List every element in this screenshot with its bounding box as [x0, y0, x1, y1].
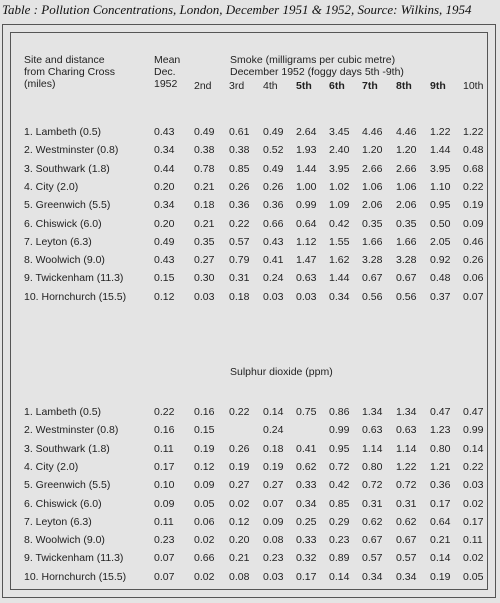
table-row — [11, 551, 489, 566]
value-cell: 0.12 — [194, 460, 215, 473]
value-cell: 0.21 — [194, 217, 215, 230]
value-cell: 0.52 — [263, 144, 284, 157]
value-cell: 0.07 — [154, 570, 175, 583]
value-cell: 0.15 — [194, 424, 215, 437]
value-cell: 0.26 — [263, 180, 284, 193]
value-cell: 0.16 — [194, 406, 215, 418]
site-cell: 7. Leyton (6.3) — [24, 235, 92, 248]
value-cell: 0.50 — [430, 217, 451, 230]
value-cell: 0.22 — [154, 406, 175, 418]
value-cell: 0.05 — [194, 497, 215, 510]
value-cell: 0.03 — [263, 570, 284, 583]
site-cell: 5. Greenwich (5.5) — [24, 479, 111, 492]
day-header: 2nd — [194, 80, 212, 92]
value-cell: 0.29 — [329, 515, 350, 528]
value-cell: 0.78 — [194, 162, 215, 175]
mean-header-line1: Mean — [154, 54, 181, 66]
value-cell: 0.33 — [296, 479, 317, 492]
value-cell: 0.85 — [329, 497, 350, 510]
value-cell: 0.10 — [154, 479, 175, 492]
value-cell: 2.40 — [329, 144, 350, 157]
value-cell: 0.67 — [396, 534, 417, 547]
site-cell: 8. Woolwich (9.0) — [24, 534, 105, 547]
value-cell: 0.72 — [396, 479, 417, 492]
value-cell: 0.35 — [396, 217, 417, 230]
site-cell: 3. Southwark (1.8) — [24, 162, 110, 175]
value-cell: 0.23 — [329, 534, 350, 547]
value-cell: 0.02 — [229, 497, 250, 510]
value-cell: 0.56 — [362, 290, 383, 303]
value-cell: 0.17 — [154, 460, 175, 473]
value-cell: 2.66 — [396, 162, 417, 175]
site-cell: 1. Lambeth (0.5) — [24, 126, 102, 138]
value-cell: 0.31 — [396, 497, 417, 510]
day-header: 6th — [329, 80, 345, 92]
table-row — [11, 460, 489, 475]
value-cell: 1.20 — [362, 144, 383, 157]
value-cell: 0.75 — [296, 406, 317, 418]
value-cell: 1.14 — [396, 442, 417, 455]
value-cell: 0.35 — [362, 217, 383, 230]
table-row — [11, 442, 489, 457]
value-cell: 0.20 — [154, 180, 175, 193]
value-cell: 1.21 — [430, 460, 451, 473]
table-row — [11, 290, 489, 305]
value-cell: 1.93 — [296, 144, 317, 157]
day-header: 4th — [263, 80, 278, 92]
value-cell: 0.30 — [194, 272, 215, 285]
value-cell: 0.95 — [329, 442, 350, 455]
site-cell: 3. Southwark (1.8) — [24, 442, 110, 455]
value-cell: 1.62 — [329, 254, 350, 267]
table-row — [11, 198, 489, 213]
value-cell: 2.66 — [362, 162, 383, 175]
value-cell: 0.34 — [296, 497, 317, 510]
value-cell: 0.02 — [463, 552, 484, 565]
value-cell: 0.34 — [396, 570, 417, 583]
table-row — [11, 478, 489, 493]
value-cell: 0.43 — [154, 254, 175, 267]
site-header-line3: (miles) — [24, 78, 56, 90]
value-cell: 0.72 — [329, 460, 350, 473]
sulphur-heading: Sulphur dioxide (ppm) — [230, 366, 333, 378]
mean-header-line2: Dec. — [154, 66, 176, 78]
value-cell: 0.36 — [430, 479, 451, 492]
value-cell: 0.27 — [194, 254, 215, 267]
value-cell: 1.20 — [396, 144, 417, 157]
day-header: 5th — [296, 80, 312, 92]
table-row — [11, 515, 489, 530]
value-cell: 0.99 — [463, 424, 484, 437]
site-cell: 4. City (2.0) — [24, 460, 79, 473]
value-cell: 1.44 — [329, 272, 350, 285]
value-cell: 0.21 — [229, 552, 250, 565]
value-cell: 0.80 — [362, 460, 383, 473]
site-cell: 6. Chiswick (6.0) — [24, 497, 102, 510]
value-cell: 0.12 — [154, 290, 175, 303]
value-cell: 0.25 — [296, 515, 317, 528]
value-cell: 0.07 — [463, 290, 484, 303]
value-cell: 0.21 — [430, 534, 451, 547]
value-cell: 0.27 — [229, 479, 250, 492]
value-cell: 0.22 — [463, 180, 484, 193]
value-cell: 0.62 — [296, 460, 317, 473]
value-cell: 1.12 — [296, 235, 317, 248]
site-cell: 7. Leyton (6.3) — [24, 515, 92, 528]
value-cell: 0.42 — [329, 217, 350, 230]
value-cell: 0.56 — [396, 290, 417, 303]
value-cell: 0.85 — [229, 162, 250, 175]
value-cell: 0.02 — [194, 534, 215, 547]
value-cell: 0.23 — [263, 552, 284, 565]
value-cell: 0.26 — [229, 180, 250, 193]
value-cell: 0.07 — [263, 497, 284, 510]
value-cell: 0.18 — [263, 442, 284, 455]
table-row — [11, 533, 489, 548]
day-header: 9th — [430, 80, 446, 92]
value-cell: 3.95 — [329, 162, 350, 175]
value-cell: 0.03 — [463, 479, 484, 492]
value-cell: 1.22 — [463, 126, 484, 138]
value-cell: 0.24 — [263, 424, 284, 437]
table-row — [11, 217, 489, 232]
value-cell: 0.66 — [263, 217, 284, 230]
site-cell: 1. Lambeth (0.5) — [24, 406, 102, 418]
value-cell: 0.44 — [154, 162, 175, 175]
value-cell: 0.09 — [463, 217, 484, 230]
value-cell: 0.63 — [362, 424, 383, 437]
table-row — [11, 570, 489, 585]
value-cell: 0.35 — [194, 235, 215, 248]
table-row — [11, 125, 489, 140]
value-cell: 0.24 — [263, 272, 284, 285]
value-cell: 0.03 — [263, 290, 284, 303]
value-cell: 0.02 — [463, 497, 484, 510]
value-cell: 0.63 — [296, 272, 317, 285]
value-cell: 0.43 — [154, 126, 175, 138]
value-cell: 0.19 — [229, 460, 250, 473]
value-cell: 1.44 — [296, 162, 317, 175]
value-cell: 0.03 — [296, 290, 317, 303]
value-cell: 0.03 — [194, 290, 215, 303]
value-cell: 1.02 — [329, 180, 350, 193]
value-cell: 0.17 — [463, 515, 484, 528]
value-cell: 1.55 — [329, 235, 350, 248]
value-cell: 0.99 — [296, 199, 317, 212]
value-cell: 0.63 — [396, 424, 417, 437]
smoke-header-line1: Smoke (milligrams per cubic metre) — [230, 54, 396, 66]
value-cell: 0.62 — [362, 515, 383, 528]
value-cell: 0.34 — [329, 290, 350, 303]
value-cell: 1.06 — [396, 180, 417, 193]
value-cell: 0.80 — [430, 442, 451, 455]
value-cell: 0.06 — [463, 272, 484, 285]
table-row — [11, 180, 489, 195]
value-cell: 1.66 — [396, 235, 417, 248]
value-cell: 0.07 — [154, 552, 175, 565]
value-cell: 0.38 — [194, 144, 215, 157]
value-cell: 4.46 — [396, 126, 417, 138]
value-cell: 0.32 — [296, 552, 317, 565]
table-inner-border — [10, 32, 488, 590]
value-cell: 0.05 — [463, 570, 484, 583]
site-cell: 9. Twickenham (11.3) — [24, 272, 124, 285]
value-cell: 1.22 — [396, 460, 417, 473]
value-cell: 0.31 — [229, 272, 250, 285]
value-cell: 0.47 — [430, 406, 451, 418]
value-cell: 0.11 — [154, 442, 174, 455]
value-cell: 0.46 — [463, 235, 484, 248]
table-row — [11, 253, 489, 268]
table-row — [11, 271, 489, 286]
value-cell: 4.46 — [362, 126, 383, 138]
value-cell: 0.19 — [463, 199, 484, 212]
value-cell: 1.47 — [296, 254, 317, 267]
value-cell: 0.95 — [430, 199, 451, 212]
value-cell: 0.17 — [296, 570, 317, 583]
value-cell: 0.48 — [463, 144, 484, 157]
value-cell: 0.17 — [430, 497, 451, 510]
table-row — [11, 497, 489, 512]
value-cell: 2.64 — [296, 126, 317, 138]
value-cell: 0.22 — [463, 460, 484, 473]
value-cell: 3.95 — [430, 162, 451, 175]
value-cell: 0.08 — [263, 534, 284, 547]
site-cell: 8. Woolwich (9.0) — [24, 254, 105, 267]
value-cell: 0.18 — [229, 290, 250, 303]
table-row — [11, 423, 489, 438]
value-cell: 0.19 — [430, 570, 451, 583]
site-cell: 6. Chiswick (6.0) — [24, 217, 102, 230]
value-cell: 0.49 — [154, 235, 175, 248]
value-cell: 0.37 — [430, 290, 451, 303]
value-cell: 0.19 — [263, 460, 284, 473]
value-cell: 1.09 — [329, 199, 350, 212]
value-cell: 0.34 — [154, 199, 175, 212]
value-cell: 0.14 — [463, 442, 484, 455]
table-title: Table : Pollution Concentrations, London, December 1951 & 1952, Source: Wilkins, 1954 — [2, 2, 472, 17]
value-cell: 0.49 — [263, 162, 284, 175]
value-cell: 0.12 — [229, 515, 250, 528]
value-cell: 0.11 — [154, 515, 174, 528]
value-cell: 0.41 — [296, 442, 317, 455]
value-cell: 1.10 — [430, 180, 451, 193]
value-cell: 0.99 — [329, 424, 350, 437]
value-cell: 0.06 — [194, 515, 215, 528]
site-header-line2: from Charing Cross — [24, 66, 116, 78]
value-cell: 1.22 — [430, 126, 451, 138]
value-cell: 0.57 — [362, 552, 383, 565]
day-header: 10th — [463, 80, 484, 92]
value-cell: 0.47 — [463, 406, 484, 418]
site-cell: 2. Westminster (0.8) — [24, 424, 119, 437]
value-cell: 2.06 — [362, 199, 383, 212]
value-cell: 0.08 — [229, 570, 250, 583]
site-cell: 5. Greenwich (5.5) — [24, 199, 111, 212]
value-cell: 0.09 — [154, 497, 175, 510]
value-cell: 0.26 — [463, 254, 484, 267]
table-row — [11, 143, 489, 158]
site-cell: 2. Westminster (0.8) — [24, 144, 119, 157]
value-cell: 0.27 — [263, 479, 284, 492]
value-cell: 0.22 — [229, 217, 250, 230]
value-cell: 0.09 — [263, 515, 284, 528]
value-cell: 1.06 — [362, 180, 383, 193]
site-cell: 4. City (2.0) — [24, 180, 79, 193]
value-cell: 0.22 — [229, 406, 250, 418]
value-cell: 1.23 — [430, 424, 451, 437]
site-header-line1: Site and distance — [24, 54, 105, 66]
value-cell: 0.61 — [229, 126, 250, 138]
table-row — [11, 235, 489, 250]
table-row — [11, 162, 489, 177]
value-cell: 0.48 — [430, 272, 451, 285]
value-cell: 0.86 — [329, 406, 350, 418]
value-cell: 3.45 — [329, 126, 350, 138]
value-cell: 2.05 — [430, 235, 451, 248]
value-cell: 0.20 — [229, 534, 250, 547]
value-cell: 0.42 — [329, 479, 350, 492]
value-cell: 1.66 — [362, 235, 383, 248]
value-cell: 0.16 — [154, 424, 175, 437]
value-cell: 1.44 — [430, 144, 451, 157]
value-cell: 1.34 — [362, 406, 383, 418]
day-header: 8th — [396, 80, 412, 92]
site-cell: 9. Twickenham (11.3) — [24, 552, 124, 565]
value-cell: 0.33 — [296, 534, 317, 547]
value-cell: 0.64 — [430, 515, 451, 528]
value-cell: 0.14 — [430, 552, 451, 565]
value-cell: 0.14 — [263, 406, 284, 418]
smoke-header-line2: December 1952 (foggy days 5th -9th) — [230, 66, 404, 78]
value-cell: 1.14 — [362, 442, 383, 455]
value-cell: 1.34 — [396, 406, 417, 418]
value-cell: 0.43 — [263, 235, 284, 248]
mean-header-line3: 1952 — [154, 78, 178, 90]
value-cell: 0.49 — [194, 126, 215, 138]
value-cell: 0.18 — [194, 199, 215, 212]
value-cell: 0.20 — [154, 217, 175, 230]
value-cell: 0.36 — [263, 199, 284, 212]
value-cell: 0.11 — [463, 534, 483, 547]
value-cell: 0.34 — [154, 144, 175, 157]
value-cell: 1.00 — [296, 180, 317, 193]
value-cell: 0.19 — [194, 442, 215, 455]
value-cell: 0.62 — [396, 515, 417, 528]
value-cell: 0.14 — [329, 570, 350, 583]
value-cell: 0.72 — [362, 479, 383, 492]
site-cell: 10. Hornchurch (15.5) — [24, 290, 127, 303]
day-header: 3rd — [229, 80, 245, 92]
value-cell: 0.64 — [296, 217, 317, 230]
value-cell: 0.09 — [194, 479, 215, 492]
value-cell: 3.28 — [362, 254, 383, 267]
value-cell: 0.89 — [329, 552, 350, 565]
value-cell: 0.67 — [396, 272, 417, 285]
value-cell: 0.67 — [362, 272, 383, 285]
value-cell: 2.06 — [396, 199, 417, 212]
value-cell: 0.67 — [362, 534, 383, 547]
value-cell: 0.79 — [229, 254, 250, 267]
value-cell: 0.36 — [229, 199, 250, 212]
value-cell: 0.41 — [263, 254, 284, 267]
value-cell: 0.26 — [229, 442, 250, 455]
value-cell: 0.57 — [396, 552, 417, 565]
value-cell: 0.15 — [154, 272, 175, 285]
value-cell: 0.66 — [194, 552, 215, 565]
value-cell: 0.68 — [463, 162, 484, 175]
table-row — [11, 405, 489, 420]
value-cell: 3.28 — [396, 254, 417, 267]
value-cell: 0.92 — [430, 254, 451, 267]
site-cell: 10. Hornchurch (15.5) — [24, 570, 127, 583]
table-frame — [2, 24, 496, 598]
value-cell: 0.57 — [229, 235, 250, 248]
value-cell: 0.34 — [362, 570, 383, 583]
value-cell: 0.49 — [263, 126, 284, 138]
value-cell: 0.31 — [362, 497, 383, 510]
day-header: 7th — [362, 80, 378, 92]
value-cell: 0.38 — [229, 144, 250, 157]
value-cell: 0.02 — [194, 570, 215, 583]
value-cell: 0.23 — [154, 534, 175, 547]
value-cell: 0.21 — [194, 180, 215, 193]
